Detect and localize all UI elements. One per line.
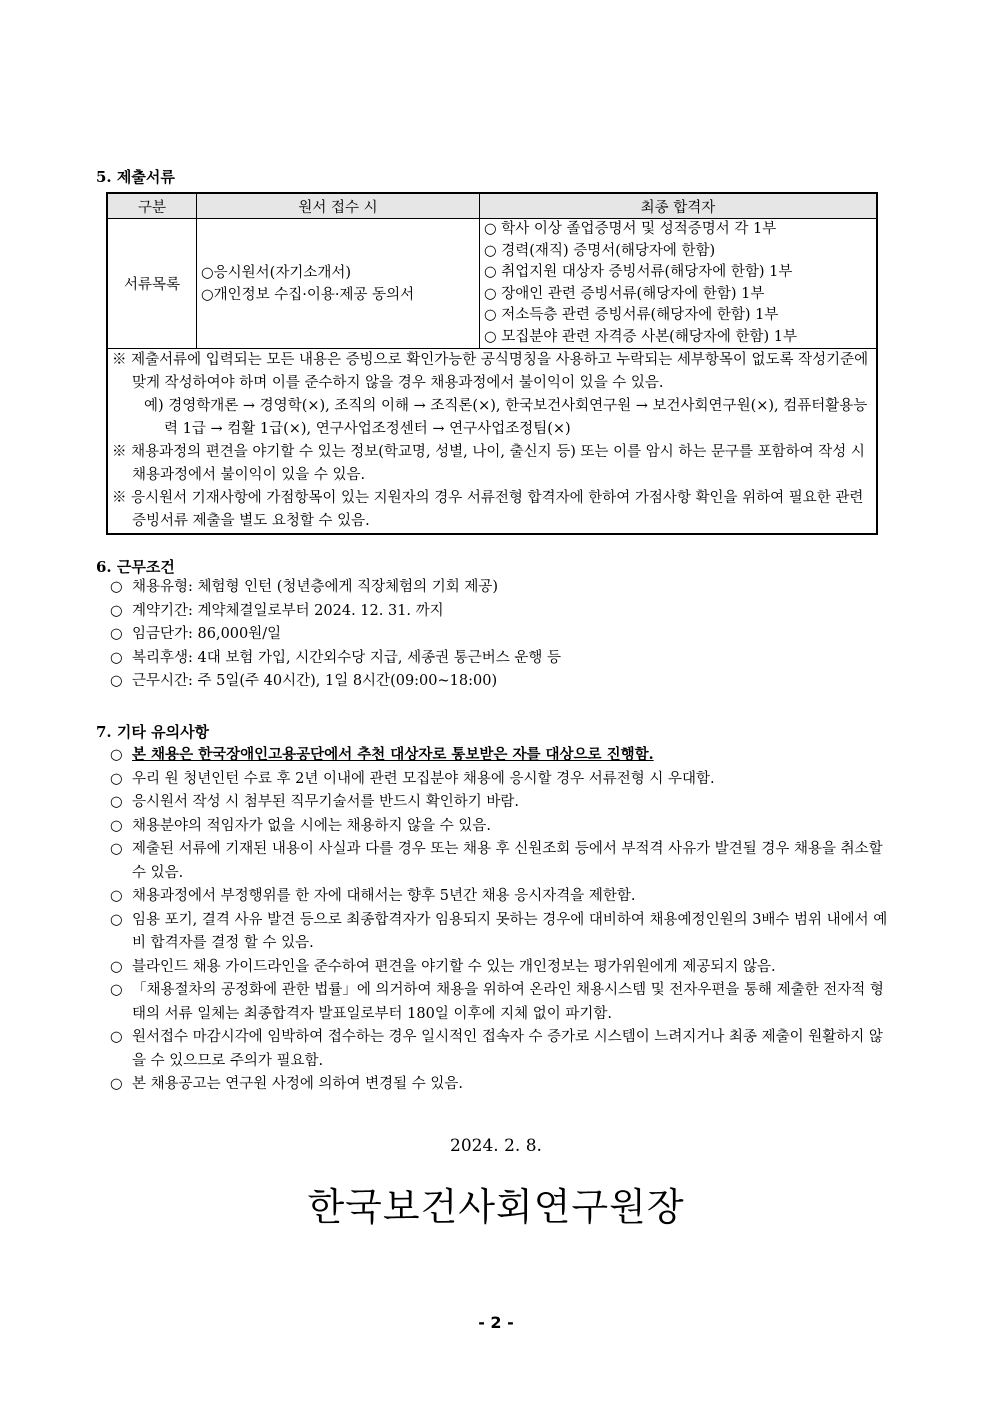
bullet-icon: ○ [110,649,123,666]
header-application: 원서 접수 시 [197,193,480,219]
list-item: ○ 채용유형: 체험형 인턴 (청년층에게 직장체험의 기회 제공) [110,576,561,600]
emphasized-notice: 본 채용은 한국장애인고용공단에서 추천 대상자로 통보받은 자를 대상으로 진행함. [132,746,654,763]
list-item: ○ 모집분야 관련 자격증 사본(해당자에 한함) 1부 [484,328,797,345]
list-item: ○ 본 채용공고는 연구원 사정에 의하여 변경될 수 있음. [110,1073,892,1097]
page-number: - 2 - [478,1313,514,1332]
note-bias-info: ※ 채용과정의 편견을 야기할 수 있는 정보(학교명, 성별, 나이, 출신지 등) 또는 이를 암시 하는 문구를 포함하여 작성 시 채용과정에서 불이익이 있을 수 있음. [112,444,865,483]
work-conditions-list [110,576,561,694]
section7-heading: 7. 기타 유의사항 [96,723,210,741]
bullet-icon: ○ [110,888,123,904]
list-item: ○ 「채용절차의 공정화에 관한 법률」에 의거하여 채용을 위하여 온라인 채용시스템 및 전자우편을 통해 제출한 전자적 형태의 서류 일체는 최종합격자 발표일로부터 180일 이후에 지체 없이 파기함. [110,979,892,1026]
table-header-row [107,193,877,219]
list-item: ○ 복리후생: 4대 보험 가입, 시간외수당 지급, 세종권 통근버스 운행 등 [110,647,561,671]
list-item: ○ 경력(재직) 증명서(해당자에 한함) [484,242,716,259]
header-category: 구분 [107,193,197,219]
notes-row [107,349,877,535]
list-item: ○개인정보 수집·이용·제공 동의서 [201,286,415,303]
bullet-icon: ○ [110,958,123,975]
bullet-icon: ○ [110,602,123,619]
other-notes-list [110,743,892,1097]
list-item: ○ 채용과정에서 부정행위를 한 자에 대해서는 향후 5년간 채용 응시자격을 제한함. [110,885,892,909]
list-item: ○ 응시원서 작성 시 첨부된 직무기술서를 반드시 확인하기 바람. [110,791,892,815]
list-item: ○ 블라인드 채용 가이드라인을 준수하여 편견을 야기할 수 있는 개인정보는 평가위원에게 제공되지 않음. [110,956,892,980]
header-final: 최종 합격자 [480,193,878,219]
announcement-date: 2024. 2. 8. [450,1136,542,1156]
list-item: ○ 계약기간: 계약체결일로부터 2024. 12. 31. 까지 [110,600,561,624]
list-item: ○ 저소득층 관련 증빙서류(해당자에 한함) 1부 [484,307,779,323]
bullet-icon: ○ [110,673,123,689]
notes-cell [107,349,877,535]
list-item: ○ 학사 이상 졸업증명서 및 성적증명서 각 1부 [484,221,777,237]
bullet-icon: ○ [110,579,123,595]
list-item: ○ 채용분야의 적임자가 없을 시에는 채용하지 않을 수 있음. [110,815,892,839]
note-official-names: ※ 제출서류에 입력되는 모든 내용은 증빙으로 확인가능한 공식명칭을 사용하고 누락되는 세부항목이 없도록 작성기준에 맞게 작성하여야 하며 이를 준수하지 않을 경우 채용과정에서 불이익이 있을 수 있음. [112,352,869,391]
section6-heading: 6. 근무조건 [96,558,175,576]
bullet-icon: ○ [110,911,123,928]
bullet-icon: ○ [110,747,123,763]
list-item: ○ 원서접수 마감시각에 임박하여 접수하는 경우 일시적인 접속자 수 증가로 시스템이 느려지거나 최종 제출이 원활하지 않을 수 있으므로 주의가 필요함. [110,1026,892,1073]
signer-title: 한국보건사회연구원장 [307,1185,685,1229]
list-item: ○ 장애인 관련 증빙서류(해당자에 한함) 1부 [484,285,765,302]
list-item: ○ 취업지원 대상자 증빙서류(해당자에 한함) 1부 [484,264,793,280]
note-bonus-points: ※ 응시원서 기재사항에 가점항목이 있는 지원자의 경우 서류전형 합격자에 한하여 가점사항 확인을 위하여 필요한 관련 증빙서류 제출을 별도 요청할 수 있음. [112,490,864,529]
list-item: ○응시원서(자기소개서) [201,264,352,281]
section5-heading: 5. 제출서류 [96,168,175,186]
bullet-icon: ○ [110,770,123,787]
list-item: ○ 근무시간: 주 5일(주 40시간), 1일 8시간(09:00~18:00) [110,670,561,694]
table-row [107,219,877,349]
list-item: ○ 임금단가: 86,000원/일 [110,623,561,647]
list-item: ○ 임용 포기, 결격 사유 발견 등으로 최종합격자가 임용되지 못하는 경우에 대비하여 채용예정인원의 3배수 범위 내에서 예비 합격자를 결정 할 수 있음. [110,909,892,956]
list-item [110,743,892,768]
bullet-icon: ○ [110,817,123,834]
bullet-icon: ○ [110,841,123,857]
bullet-icon: ○ [110,1029,123,1045]
bullet-icon: ○ [110,794,123,810]
application-docs-cell [197,219,480,349]
bullet-icon: ○ [110,626,123,642]
bullet-icon: ○ [110,982,123,998]
final-docs-cell [480,219,878,349]
note-example: 예) 경영학개론 → 경영학(×), 조직의 이해 → 조직론(×), 한국보건사회연구원 → 보건사회연구원(×), 컴퓨터활용능력 1급 → 컴활 1급(×), 연구사업조정센터 → 연구사업조정팀(×) [144,398,868,437]
documents-table [106,192,878,535]
list-item: ○ 제출된 서류에 기재된 내용이 사실과 다를 경우 또는 채용 후 신원조회 등에서 부적격 사유가 발견될 경우 채용을 취소할 수 있음. [110,838,892,885]
row-label: 서류목록 [107,219,197,349]
list-item: ○ 우리 원 청년인턴 수료 후 2년 이내에 관련 모집분야 채용에 응시할 경우 서류전형 시 우대함. [110,768,892,792]
bullet-icon: ○ [110,1076,123,1092]
